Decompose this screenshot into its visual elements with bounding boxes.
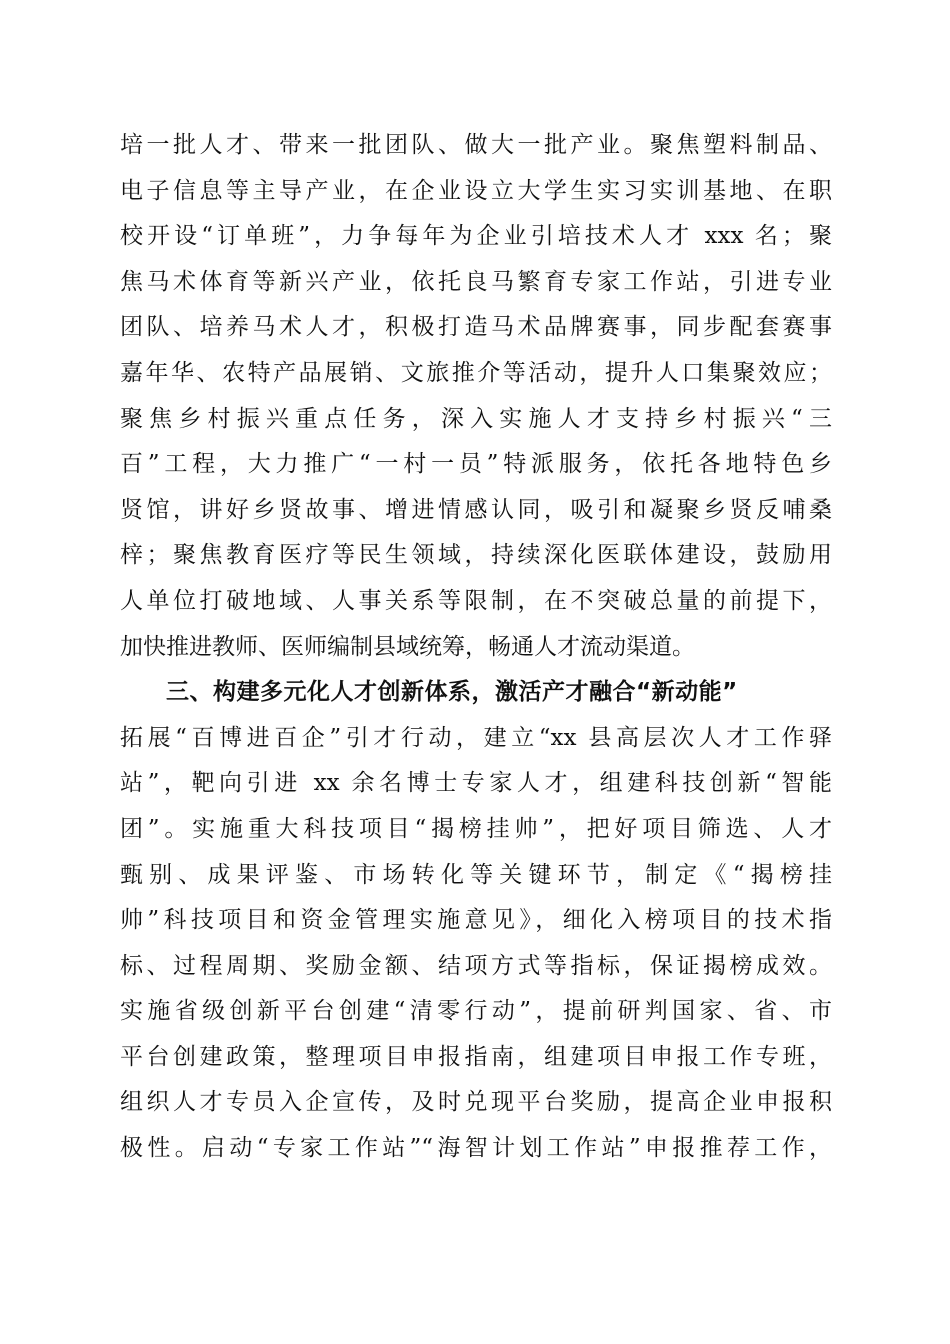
paragraph-1-line: 校开设“订单班”，力争每年为企业引培技术人才 xxx 名；聚 bbox=[120, 223, 832, 250]
paragraph-2-line: 甄别、成果评鉴、市场转化等关键环节，制定《“揭榜挂 bbox=[120, 861, 832, 888]
paragraph-1-line: 电子信息等主导产业，在企业设立大学生实习实训基地、在职 bbox=[120, 177, 832, 204]
paragraph-1-line: 聚焦乡村振兴重点任务，深入实施人才支持乡村振兴“三 bbox=[120, 405, 832, 432]
paragraph-2-line: 拓展“百博进百企”引才行动，建立“xx 县高层次人才工作驿 bbox=[120, 724, 832, 751]
paragraph-1-line: 嘉年华、农特产品展销、文旅推介等活动，提升人口集聚效应； bbox=[120, 359, 832, 386]
paragraph-2-line: 实施省级创新平台创建“清零行动”，提前研判国家、省、市 bbox=[120, 998, 832, 1025]
paragraph-2-line: 团”。实施重大科技项目“揭榜挂帅”，把好项目筛选、人才 bbox=[120, 815, 832, 842]
paragraph-1-line: 百”工程，大力推广“一村一员”特派服务，依托各地特色乡 bbox=[120, 451, 832, 478]
document-body bbox=[120, 123, 832, 1172]
paragraph-2-line: 帅”科技项目和资金管理实施意见》，细化入榜项目的技术指 bbox=[120, 907, 832, 934]
paragraph-2-line: 标、过程周期、奖励金额、结项方式等指标，保证揭榜成效。 bbox=[120, 952, 832, 979]
paragraph-1-line: 加快推进教师、医师编制县域统筹，畅通人才流动渠道。 bbox=[120, 633, 695, 660]
paragraph-1-line: 贤馆，讲好乡贤故事、增进情感认同，吸引和凝聚乡贤反哺桑 bbox=[120, 496, 832, 523]
paragraph-1-line: 培一批人才、带来一批团队、做大一批产业。聚焦塑料制品、 bbox=[120, 132, 832, 158]
paragraph-2-line: 组织人才专员入企宣传，及时兑现平台奖励，提高企业申报积 bbox=[120, 1089, 832, 1116]
paragraph-1-line: 焦马术体育等新兴产业，依托良马繁育专家工作站，引进专业 bbox=[120, 268, 832, 295]
paragraph-2-line: 站”，靶向引进 xx 余名博士专家人才，组建科技创新“智能 bbox=[120, 770, 832, 797]
section-heading: 三、构建多元化人才创新体系，激活产才融合“新动能” bbox=[166, 679, 738, 706]
paragraph-1-line: 团队、培养马术人才，积极打造马术品牌赛事，同步配套赛事 bbox=[120, 314, 832, 341]
paragraph-1-line: 梓；聚焦教育医疗等民生领域，持续深化医联体建设，鼓励用 bbox=[120, 542, 832, 569]
paragraph-2-line: 极性。启动“专家工作站”“海智计划工作站”申报推荐工作， bbox=[120, 1135, 832, 1162]
paragraph-2-line: 平台创建政策，整理项目申报指南，组建项目申报工作专班， bbox=[120, 1043, 832, 1070]
paragraph-1-line: 人单位打破地域、人事关系等限制，在不突破总量的前提下， bbox=[120, 587, 832, 614]
